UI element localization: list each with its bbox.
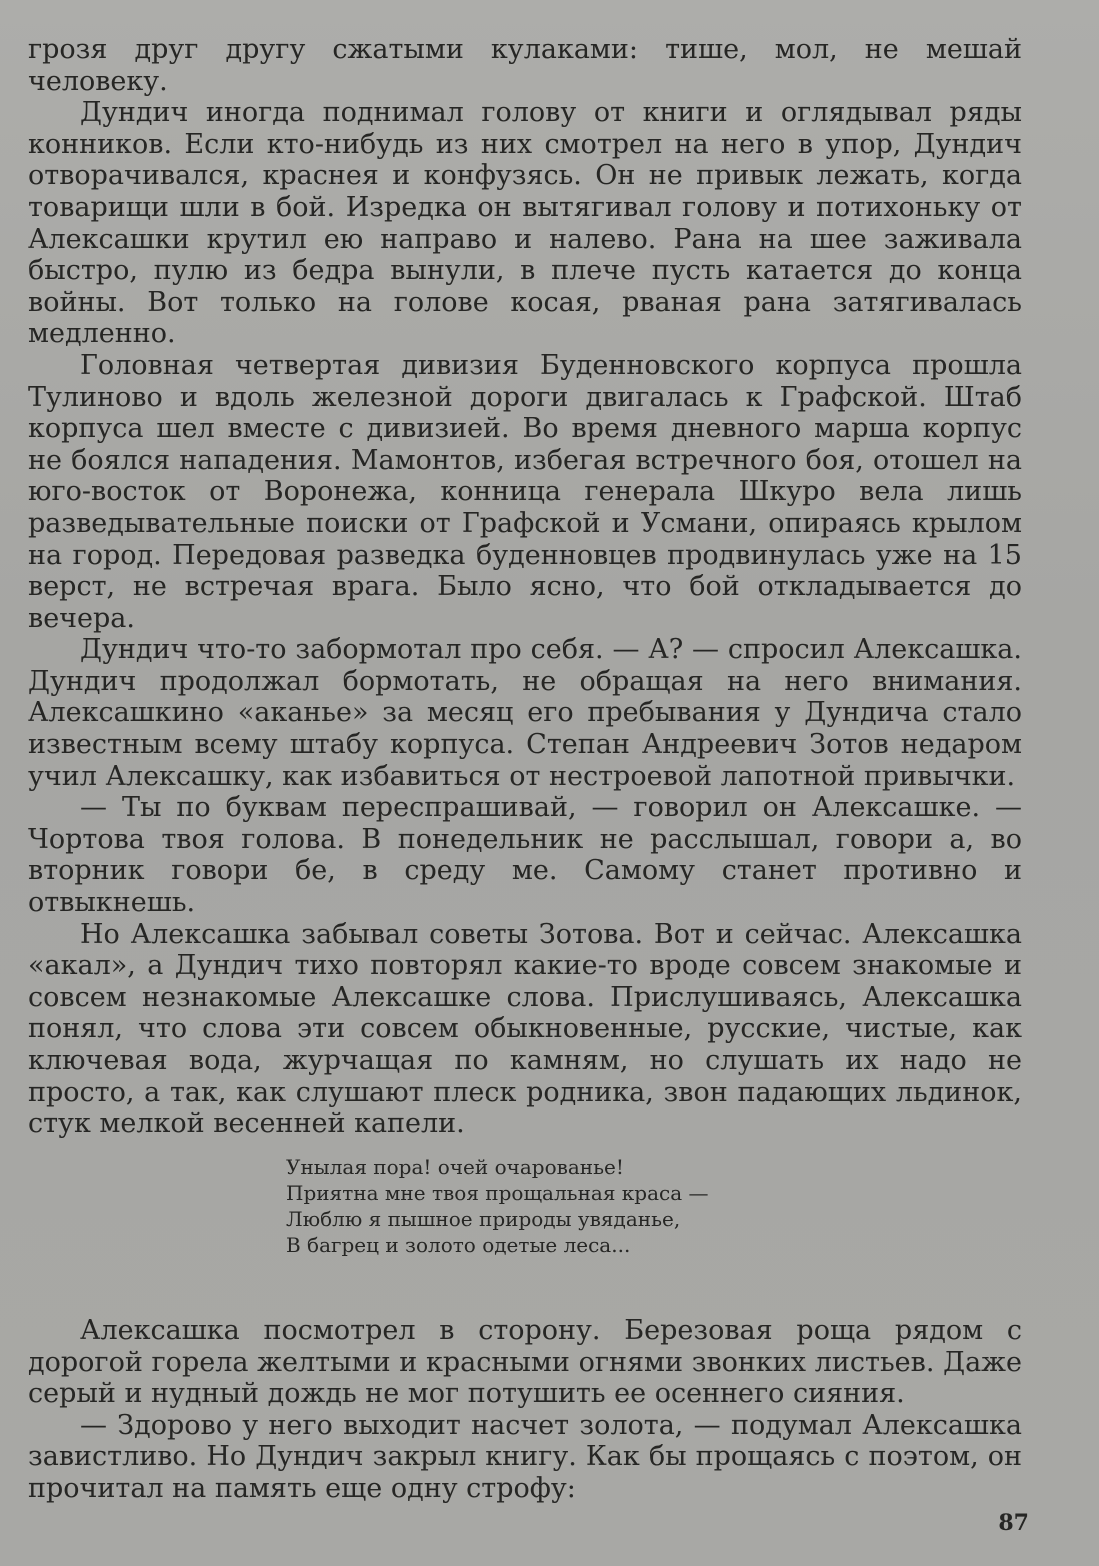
paragraph-7: Алексашка посмотрел в сторону. Березовая роща рядом с дорогой горела желтыми и красными огнями звонких листьев. Даже серый и нудный дождь не мог потушить ее осеннего сияния. xyxy=(28,1315,1022,1410)
poem-line-2: Приятна мне твоя прощальная краса — xyxy=(286,1181,709,1205)
paragraph-2: Дундич иногда поднимал голову от книги и оглядывал ряды конников. Если кто-нибудь из них смотрел на него в упор, Дундич отворачивался, краснея и конфузясь. Он не привык лежать, когда товарищи шли в бой. Изредка он вытягивал голову и потихоньку от Алексашки крутил ею направо и налево. Рана на шее заживала быстро, пулю из бедра вынули, в плече пусть катается до конца войны. Вот только на голове косая, рваная рана затягивалась медленно. xyxy=(28,97,1022,350)
paragraph-8: — Здорово у него выходит насчет золота, — подумал Алексашка завистливо. Но Дундич закрыл книгу. Как бы прощаясь с поэтом, он прочитал на память еще одну строфу: xyxy=(28,1409,1022,1504)
poem-line-3: Люблю я пышное природы увяданье, xyxy=(286,1207,681,1231)
page-number: 87 xyxy=(998,1510,1029,1536)
paragraph-3: Головная четвертая дивизия Буденновского корпуса прошла Тулиново и вдоль железной дороги двигалась к Графской. Штаб корпуса шел вместе с дивизией. Во время дневного марша корпус не боялся нападения. Мамонтов, избегая встречного боя, отошел на юго-восток от Воронежа, конница генерала Шкуро вела лишь разведывательные поиски от Графской и Усмани, опираясь крылом на город. Передовая разведка буденновцев продвинулась уже на 15 верст, не встречая врага. Было ясно, что бой откладывается до вечера. xyxy=(28,349,1022,634)
paragraph-5: — Ты по буквам переспрашивай, — говорил он Алексашке. — Чортова твоя голова. В понедельник не расслышал, говори а, во вторник говори бе, в среду ме. Самому станет противно и отвыкнешь. xyxy=(28,792,1022,919)
poem-stanza xyxy=(286,1154,806,1258)
paragraph-4: Дундич что-то забормотал про себя. — А? — спросил Алексашка. Дундич продолжал бормотать, не обращая на него внимания. Алексашкино «аканье» за месяц его пребывания у Дундича стало известным всему штабу корпуса. Степан Андреевич Зотов недаром учил Алексашку, как избавиться от нестроевой лапотной привычки. xyxy=(28,634,1022,792)
main-text xyxy=(28,34,1022,1140)
poem-line-1: Унылая пора! очей очарованье! xyxy=(286,1155,624,1179)
paragraph-6: Но Алексашка забывал советы Зотова. Вот и сейчас. Алексашка «акал», а Дундич тихо повторял какие-то вроде совсем знакомые и совсем незнакомые Алексашке слова. Прислушиваясь, Алексашка понял, что слова эти совсем обыкновенные, русские, чистые, как ключевая вода, журчащая по камням, но слушать их надо не просто, а так, как слушают плеск родника, звон падающих льдинок, стук мелкой весенней капели. xyxy=(28,918,1022,1140)
paragraph-1: грозя друг другу сжатыми кулаками: тише, мол, не мешай человеку. xyxy=(28,34,1022,97)
poem-line-4: В багрец и золото одетые леса... xyxy=(286,1233,631,1257)
continuation-text xyxy=(28,1315,1022,1505)
